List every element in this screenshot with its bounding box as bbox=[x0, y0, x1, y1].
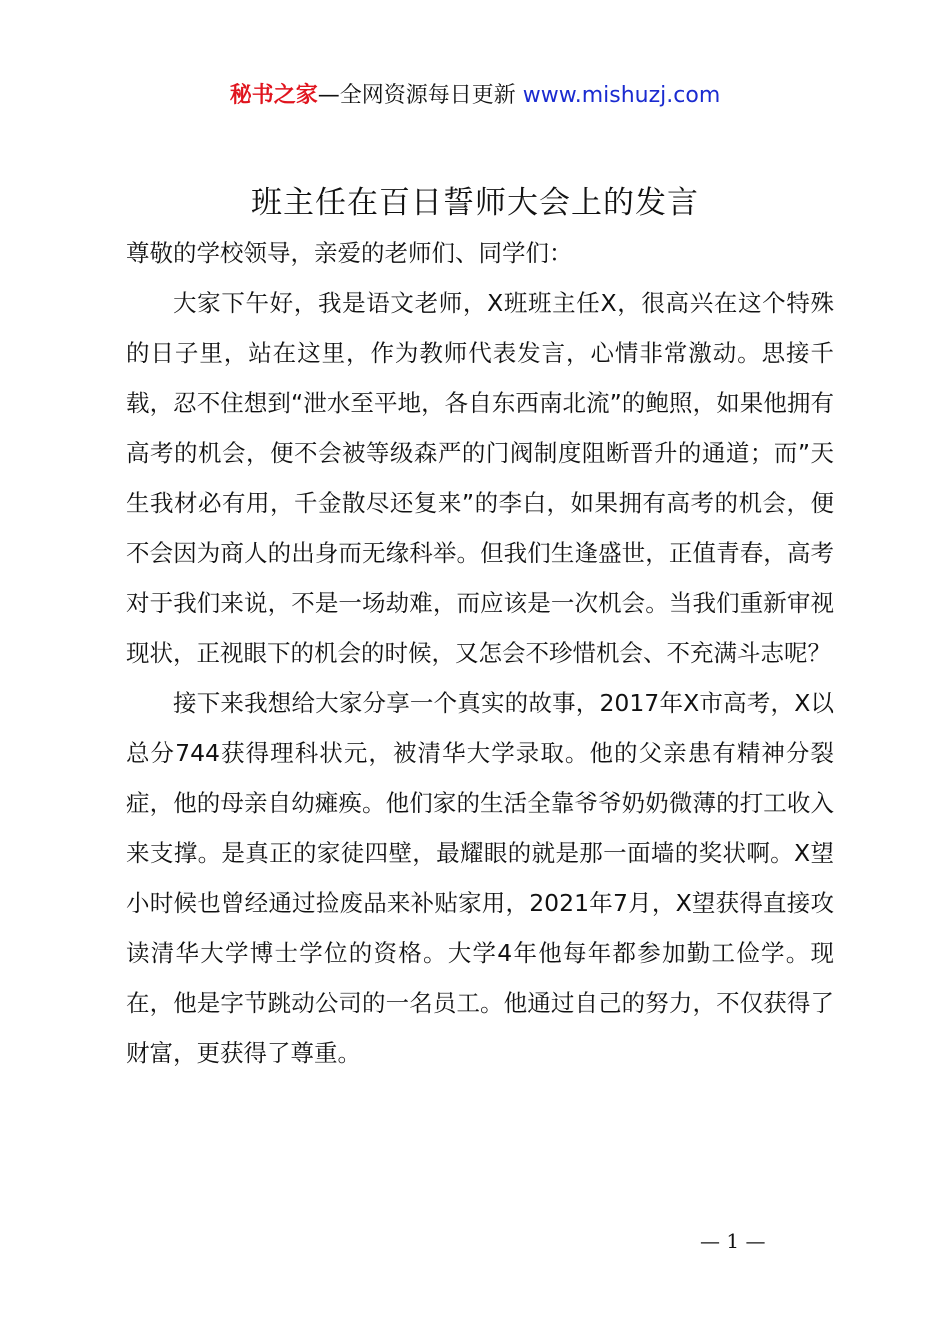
site-tagline: —全网资源每日更新 bbox=[317, 83, 516, 108]
page-number: — 1 — bbox=[700, 1229, 766, 1253]
document-title: 班主任在百日誓师大会上的发言 bbox=[251, 185, 699, 221]
site-url-link[interactable]: www.mishuzj.com bbox=[522, 83, 721, 108]
paragraph-1: 大家下午好，我是语文老师，X班班主任X，很高兴在这个特殊的日子里，站在这里，作为教师代表发言，心情非常激动。思接千载，忍不住想到“泄水至平地，各自东西南北流”的鲍照，如果他拥有高考的机会，便不会被等级森严的门阀制度阻断晋升的通道；而”天生我材必有用，千金散尽还复来”的李白，如果拥有高考的机会，便不会因为商人的出身而无缘科举。但我们生逢盛世，正值青春，高考对于我们来说，不是一场劫难，而应该是一次机会。当我们重新审视现状，正视眼下的机会的时候，又怎会不珍惜机会、不充满斗志呢？ bbox=[126, 289, 834, 667]
paragraph-2: 接下来我想给大家分享一个真实的故事，2017年X市高考，X以总分744获得理科状元，被清华大学录取。他的父亲患有精神分裂症，他的母亲自幼瘫痪。他们家的生活全靠爷爷奶奶微薄的打工收入来支撑。是真正的家徒四壁，最耀眼的就是那一面墙的奖状啊。X望小时候也曾经通过捡废品来补贴家用，2021年7月，X望获得直接攻读清华大学博士学位的资格。大学4年他每年都参加勤工俭学。现在，他是字节跳动公司的一名员工。他通过自己的努力，不仅获得了财富，更获得了尊重。 bbox=[126, 689, 834, 1067]
document-body bbox=[126, 228, 834, 1078]
salutation: 尊敬的学校领导，亲爱的老师们、同学们： bbox=[126, 239, 573, 267]
site-brand: 秘书之家 bbox=[229, 83, 318, 108]
site-header bbox=[0, 80, 950, 112]
